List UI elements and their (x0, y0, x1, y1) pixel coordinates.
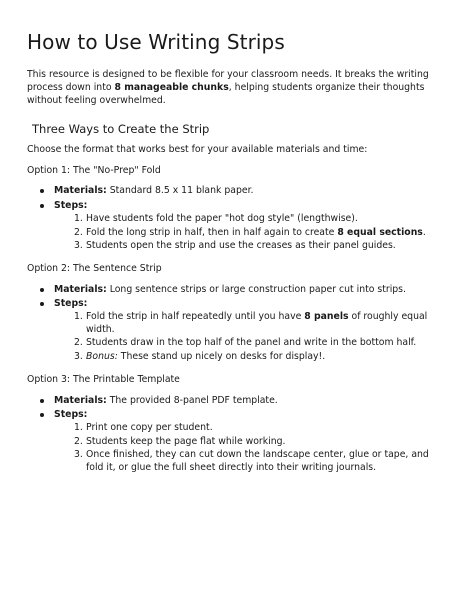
step-text: Print one copy per student. (86, 421, 213, 433)
steps-item (40, 200, 447, 253)
choose-text: Choose the format that works best for your available materials and time: (27, 144, 368, 155)
step-item (74, 311, 447, 336)
intro-text-start: This resource is designed to be flexible for your classroom needs. It breaks the writing process down into (27, 69, 429, 93)
step-item (74, 436, 447, 449)
step-text: Fold the strip in half repeatedly until you have (86, 311, 305, 323)
option-2-title: Option 2: The Sentence Strip (27, 262, 162, 274)
step-number: 1. (74, 311, 83, 323)
steps-list (54, 213, 447, 253)
step-bold-text: 8 equal sections (337, 226, 423, 238)
bullet-icon (40, 288, 44, 292)
steps-item (40, 409, 447, 475)
step-text: Students keep the page flat while working. (86, 435, 286, 447)
bullet-icon (40, 204, 44, 208)
materials-text: Long sentence strips or large construction paper cut into strips. (106, 283, 406, 295)
materials-label: Materials: (54, 283, 107, 295)
materials-label: Materials: (54, 185, 107, 197)
steps-item (40, 298, 447, 364)
step-bold-text: 8 panels (304, 311, 349, 323)
page-title: How to Use Writing Strips (27, 30, 285, 54)
step-text: Students open the strip and use the creases as their panel guides. (86, 240, 396, 252)
option-1-list (27, 185, 447, 253)
step-text-end: . (422, 226, 426, 238)
step-number: 3. (74, 449, 83, 461)
bullet-icon (40, 302, 44, 306)
step-number: 2. (74, 226, 83, 238)
step-text: Students draw in the top half of the panel and write in the bottom half. (86, 337, 417, 349)
option-1-title: Option 1: The "No-Prep" Fold (27, 164, 161, 176)
step-item (74, 351, 447, 364)
bullet-icon (40, 189, 44, 193)
step-item (74, 422, 447, 435)
intro-text-end: , helping students organize their thoughts without feeling overwhelmed. (27, 82, 425, 106)
steps-list (54, 311, 447, 364)
materials-item (40, 395, 447, 408)
option-3-title: Option 3: The Printable Template (27, 373, 180, 385)
step-item (74, 337, 447, 350)
materials-item (40, 284, 447, 297)
step-number: 1. (74, 421, 83, 433)
option-2-list (27, 284, 447, 364)
step-item (74, 227, 447, 240)
step-italic-text: Bonus: (86, 351, 118, 363)
step-text: Have students fold the paper "hot dog style" (lengthwise). (86, 212, 358, 224)
section-heading: Three Ways to Create the Strip (32, 122, 210, 136)
step-number: 2. (74, 337, 83, 349)
materials-text: Standard 8.5 x 11 blank paper. (106, 185, 254, 197)
step-item (74, 213, 447, 226)
step-text-end: These stand up nicely on desks for display!. (117, 351, 326, 363)
option-3-list (27, 395, 447, 475)
document-page (27, 30, 447, 485)
materials-item (40, 185, 447, 198)
steps-list (54, 422, 447, 475)
step-number: 3. (74, 240, 83, 252)
intro-paragraph (27, 68, 447, 107)
materials-text: The provided 8-panel PDF template. (106, 394, 278, 406)
step-number: 1. (74, 212, 83, 224)
steps-label: Steps: (54, 200, 88, 212)
steps-label: Steps: (54, 298, 88, 310)
step-text-end: of roughly equal width. (86, 311, 428, 335)
step-text: Fold the long strip in half, then in half again to create (86, 226, 338, 238)
step-number: 2. (74, 435, 83, 447)
bullet-icon (40, 413, 44, 417)
intro-bold-text: 8 manageable chunks (114, 82, 229, 93)
steps-label: Steps: (54, 409, 88, 421)
step-text: Once finished, they can cut down the landscape center, glue or tape, and fold it, or glue the full sheet directly into their writing journals. (86, 449, 429, 474)
materials-label: Materials: (54, 394, 107, 406)
step-number: 3. (74, 351, 83, 363)
step-item (74, 240, 447, 253)
bullet-icon (40, 399, 44, 403)
step-item (74, 449, 447, 474)
